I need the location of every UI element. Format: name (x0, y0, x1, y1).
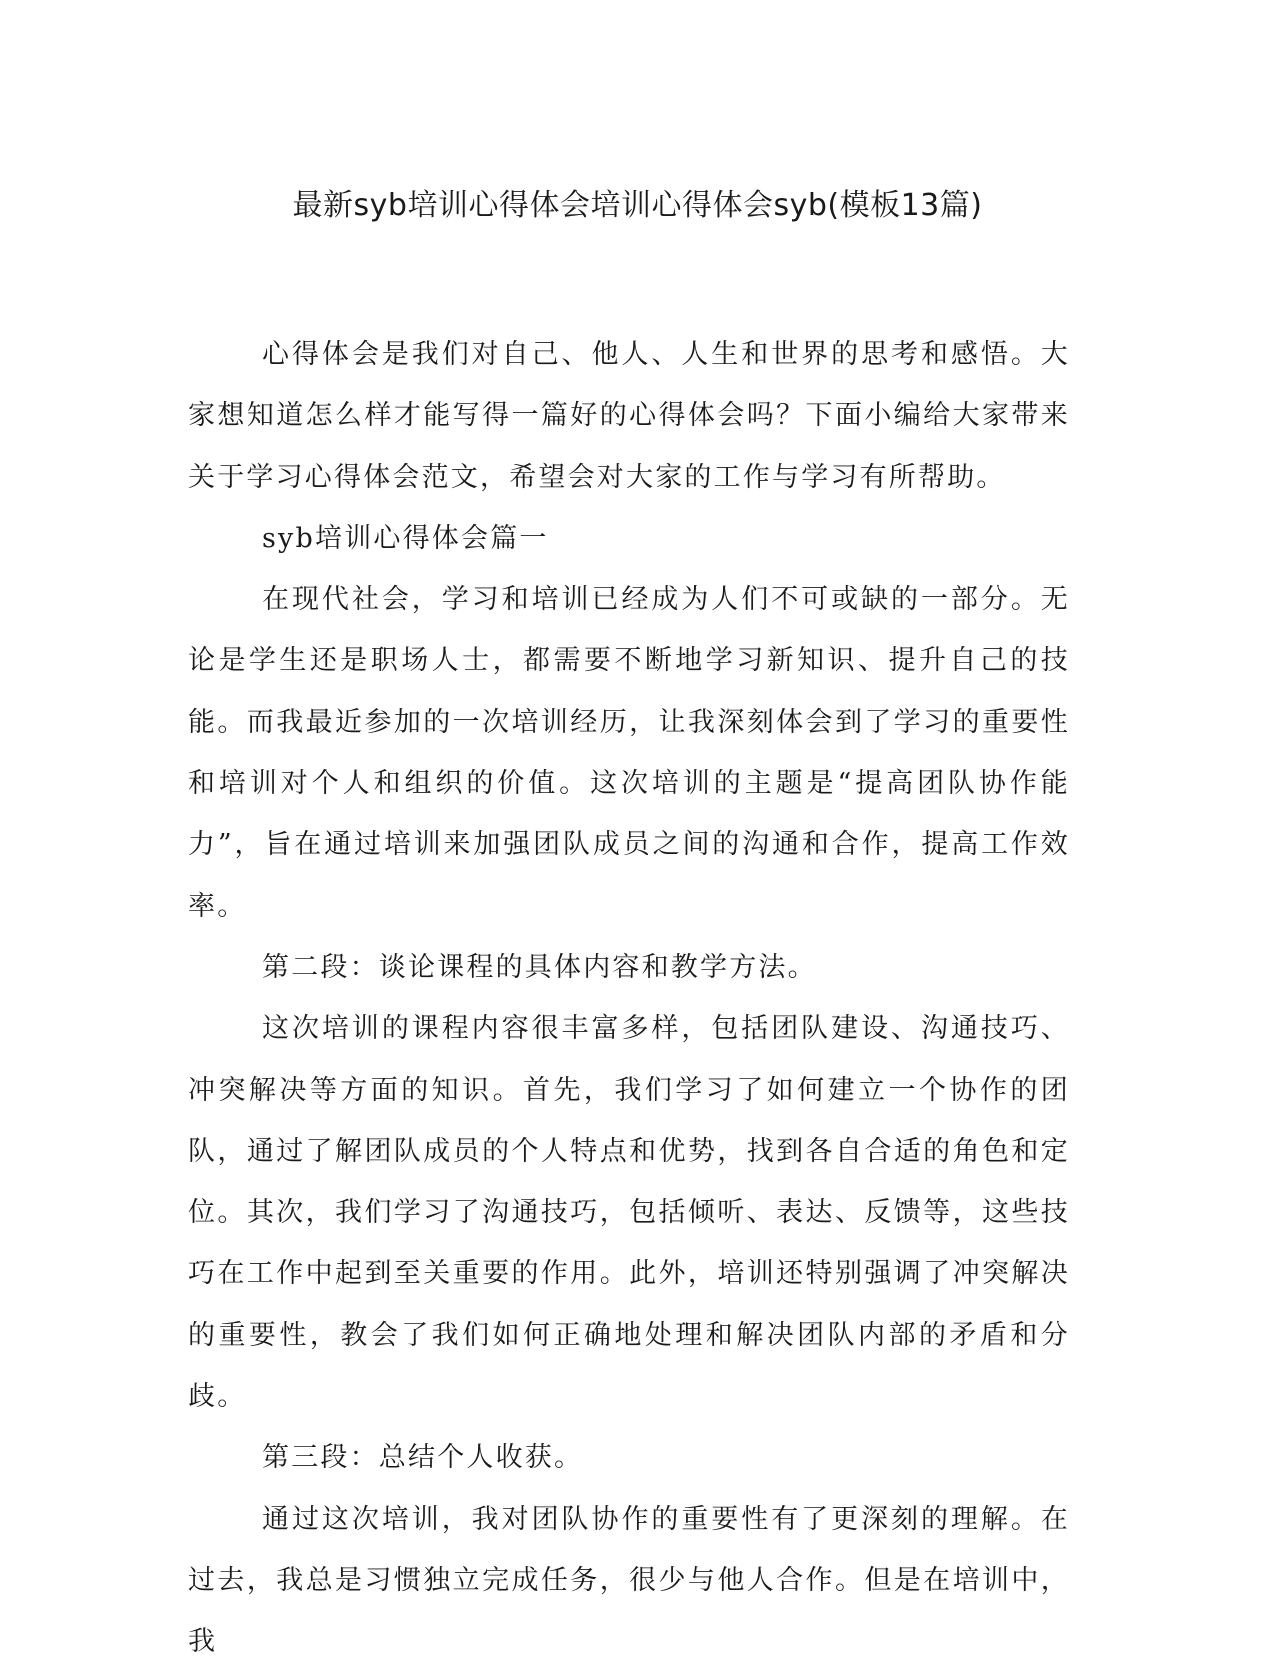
paragraph-heading-3: 第三段：总结个人收获。 (262, 1442, 584, 1474)
paragraph-heading-2: 第二段：谈论课程的具体内容和教学方法。 (262, 951, 817, 983)
paragraph-3: 通过这次培训，我对团队协作的重要性有了更深刻的理解。在过去，我总是习惯独立完成任务，很少与他人合作。但是在培训中，我 (188, 1503, 1070, 1658)
document-body (188, 324, 1070, 1673)
document-title: 最新syb培训心得体会培训心得体会syb(模板13篇) (292, 188, 983, 223)
section-heading: syb培训心得体会篇一 (262, 522, 549, 554)
paragraph-2: 这次培训的课程内容很丰富多样，包括团队建设、沟通技巧、冲突解决等方面的知识。首先，我们学习了如何建立一个协作的团队，通过了解团队成员的个人特点和优势，找到各自合适的角色和定位。其次，我们学习了沟通技巧，包括倾听、表达、反馈等，这些技巧在工作中起到至关重要的作用。此外，培训还特别强调了冲突解决的重要性，教会了我们如何正确地处理和解决团队内部的矛盾和分歧。 (188, 1013, 1070, 1413)
intro-paragraph: 心得体会是我们对自己、他人、人生和世界的思考和感悟。大家想知道怎么样才能写得一篇好的心得体会吗？下面小编给大家带来关于学习心得体会范文，希望会对大家的工作与学习有所帮助。 (188, 339, 1070, 493)
paragraph-1: 在现代社会，学习和培训已经成为人们不可或缺的一部分。无论是学生还是职场人士，都需要不断地学习新知识、提升自己的技能。而我最近参加的一次培训经历，让我深刻体会到了学习的重要性和培训对个人和组织的价值。这次培训的主题是“提高团队协作能力”，旨在通过培训来加强团队成员之间的沟通和合作，提高工作效率。 (188, 584, 1070, 922)
